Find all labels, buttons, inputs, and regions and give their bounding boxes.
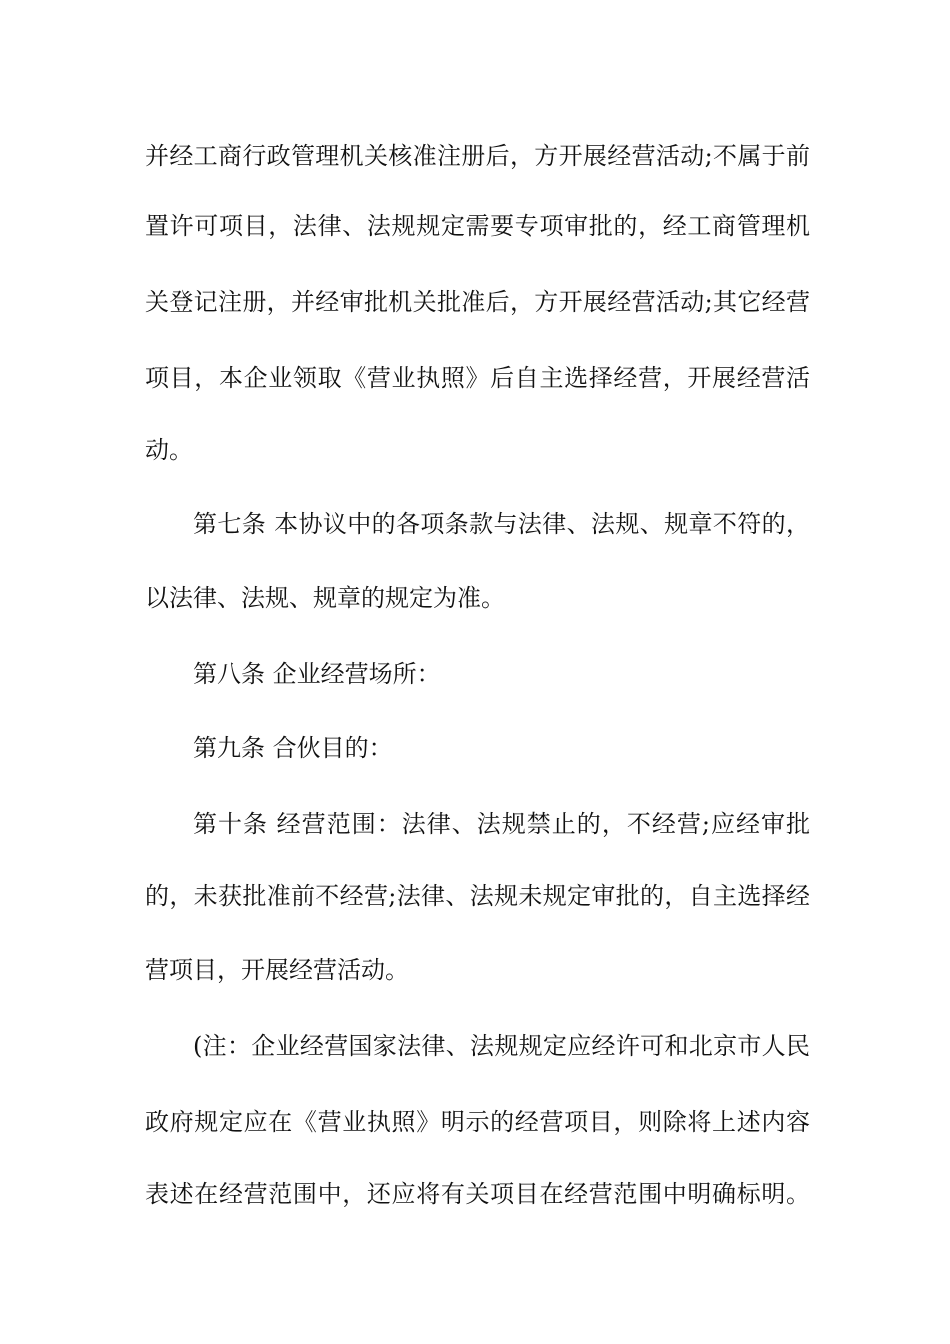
article-9-line: 第九条 合伙目的： xyxy=(193,734,393,762)
note-line: 政府规定应在《营业执照》明示的经营项目，则除将上述内容 xyxy=(145,1108,810,1136)
paragraph-line: 置许可项目，法律、法规规定需要专项审批的，经工商管理机 xyxy=(145,212,810,240)
paragraph-line: 关登记注册，并经审批机关批准后，方开展经营活动;其它经营 xyxy=(145,288,810,316)
note-line: 表述在经营范围中，还应将有关项目在经营范围中明确标明。 xyxy=(145,1180,810,1208)
paragraph-line: 项目，本企业领取《营业执照》后自主选择经营，开展经营活 xyxy=(145,364,810,392)
paragraph-line: 并经工商行政管理机关核准注册后，方开展经营活动;不属于前 xyxy=(145,142,810,170)
article-8-line: 第八条 企业经营场所： xyxy=(193,660,441,688)
article-10-line: 营项目，开展经营活动。 xyxy=(145,956,409,984)
note-line: (注：企业经营国家法律、法规规定应经许可和北京市人民 xyxy=(193,1032,810,1060)
paragraph-line: 动。 xyxy=(145,436,193,464)
article-7-line: 以法律、法规、规章的规定为准。 xyxy=(145,584,505,612)
article-10-line: 第十条 经营范围：法律、法规禁止的，不经营;应经审批 xyxy=(193,810,810,838)
article-10-line: 的，未获批准前不经营;法律、法规未规定审批的，自主选择经 xyxy=(145,882,810,910)
article-7-line: 第七条 本协议中的各项条款与法律、法规、规章不符的， xyxy=(193,510,810,538)
